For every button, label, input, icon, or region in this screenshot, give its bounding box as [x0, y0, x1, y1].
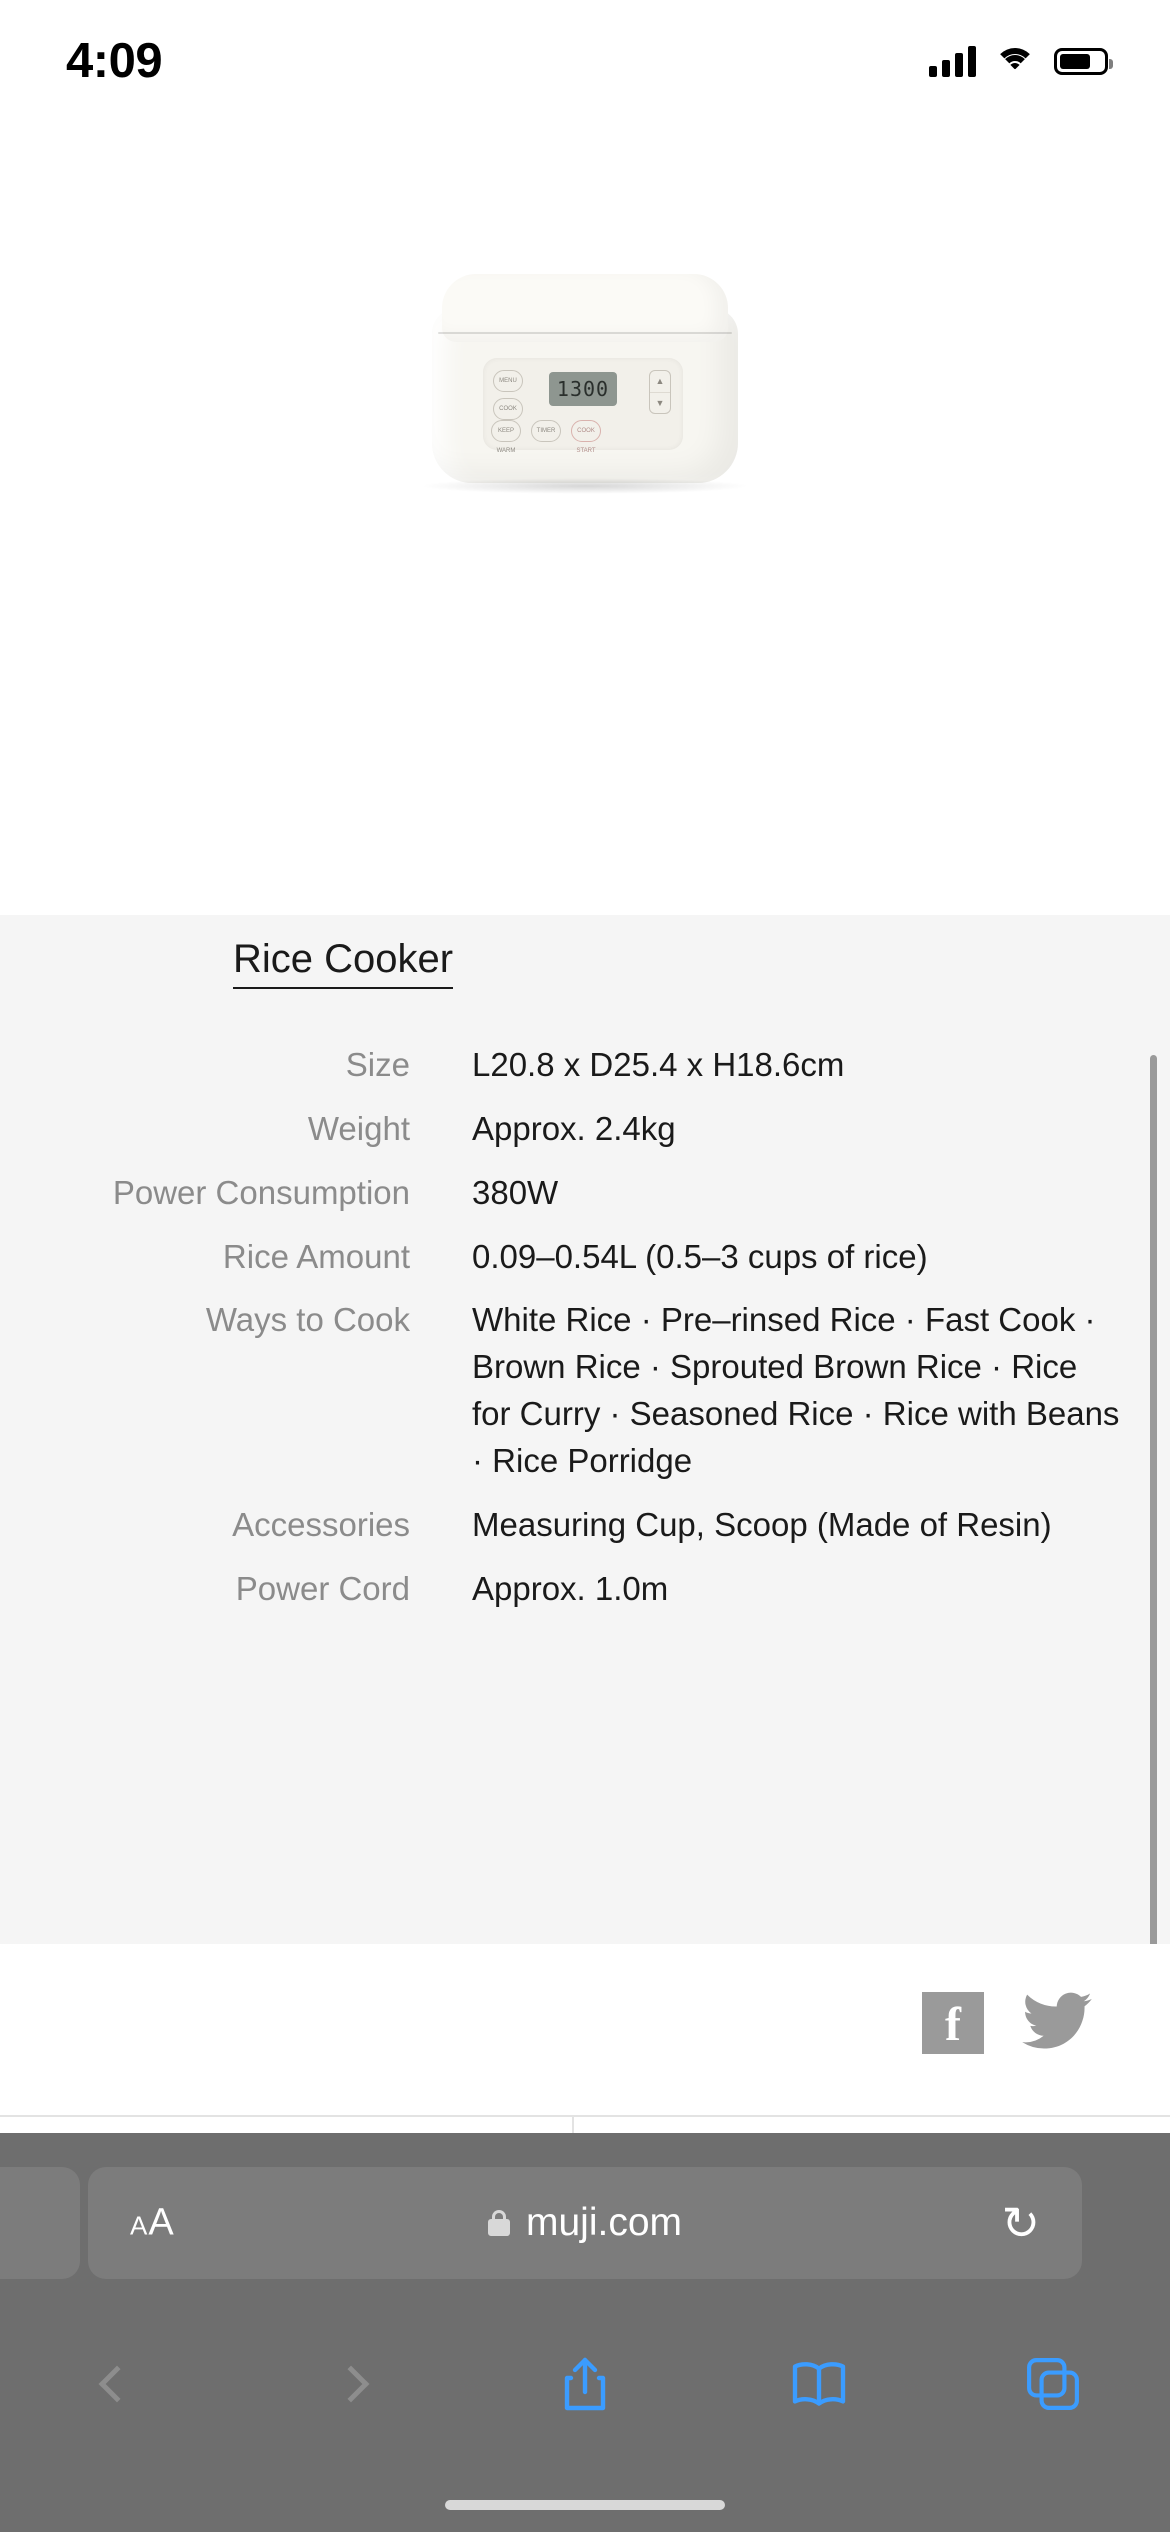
page-divider	[0, 2115, 1170, 2133]
url-display[interactable]	[488, 2201, 682, 2245]
reload-button[interactable]: ↻	[1001, 2197, 1040, 2249]
spec-label: Accessories	[232, 1505, 410, 1543]
social-icons	[922, 1992, 1092, 2054]
lock-icon	[488, 2210, 510, 2236]
spec-label: Power Consumption	[112, 1173, 410, 1211]
adjacent-tab[interactable]	[0, 2167, 80, 2279]
rice-cooker-photo	[420, 260, 750, 500]
cooker-button-menu: MENU	[493, 370, 523, 392]
spec-value: 380W	[472, 1173, 559, 1211]
text-size-button[interactable]	[130, 2202, 175, 2245]
cooker-button-keep-warm: KEEP WARM	[491, 420, 521, 442]
page-title: Rice Cooker	[233, 937, 453, 989]
address-bar[interactable]	[88, 2167, 1082, 2279]
cooker-button-timer: TIMER	[531, 420, 561, 442]
spec-value: L20.8 x D25.4 x H18.6cm	[472, 1046, 845, 1083]
wifi-icon	[994, 46, 1036, 77]
spec-label: Power Cord	[235, 1569, 410, 1607]
spec-value: Measuring Cup, Scoop (Made of Resin)	[472, 1505, 1052, 1543]
cooker-button-cook-start: COOK START	[571, 420, 601, 442]
cooker-control-panel	[483, 358, 683, 454]
forward-button[interactable]	[234, 2371, 468, 2397]
share-button[interactable]	[468, 2355, 702, 2413]
browser-toolbar	[0, 2329, 1170, 2439]
status-bar	[0, 0, 1170, 100]
table-row	[0, 1502, 1130, 1549]
spec-value: White Rice · Pre–rinsed Rice · Fast Cook · Brown Rice · Sprouted Brown Rice · Rice for Curry · Seasoned Rice · Rice with Beans · Rice Porridge	[472, 1301, 1120, 1480]
tab-strip	[0, 2167, 1170, 2279]
cooker-arrow-up-icon: ▲	[650, 371, 670, 393]
divider-segment	[572, 2115, 574, 2133]
book-icon	[790, 2360, 848, 2408]
tabs-button[interactable]	[936, 2357, 1170, 2411]
text-size-large-a: A	[148, 2201, 175, 2244]
spec-value: Approx. 2.4kg	[472, 1109, 676, 1147]
status-time: 4:09	[66, 34, 163, 88]
spec-label: Ways to Cook	[205, 1301, 410, 1339]
facebook-icon[interactable]: f	[922, 1992, 984, 2054]
text-size-small-a: A	[130, 2210, 149, 2241]
cooker-lcd-display: 1300	[549, 372, 617, 406]
specification-table	[0, 1042, 1170, 1630]
bookmarks-button[interactable]	[702, 2360, 936, 2408]
home-indicator[interactable]	[445, 2500, 725, 2510]
product-image-area	[0, 100, 1170, 915]
spec-label: Weight	[307, 1109, 410, 1147]
cooker-seam	[438, 332, 732, 334]
back-button[interactable]	[0, 2371, 234, 2397]
twitter-bird-icon[interactable]	[1022, 1992, 1092, 2054]
safari-bottom-bar	[0, 2133, 1170, 2532]
chevron-left-icon	[99, 2366, 136, 2403]
table-row	[0, 1042, 1130, 1089]
product-shadow	[420, 478, 750, 494]
spec-value: 0.09–0.54L (0.5–3 cups of rice)	[472, 1237, 928, 1275]
cooker-arrow-down-icon: ▼	[655, 397, 665, 408]
tabs-icon	[1025, 2357, 1081, 2411]
url-text: muji.com	[525, 2201, 683, 2244]
table-row	[0, 1106, 1130, 1153]
table-row	[0, 1234, 1130, 1281]
signal-bars-icon	[929, 45, 976, 77]
table-row	[0, 1297, 1130, 1484]
spec-label: Rice Amount	[222, 1237, 410, 1275]
table-row	[0, 1566, 1130, 1613]
table-row	[0, 1170, 1130, 1217]
chevron-right-icon	[333, 2366, 370, 2403]
specification-panel	[0, 915, 1170, 1944]
status-indicators	[929, 45, 1108, 77]
vertical-scrollbar[interactable]	[1150, 1055, 1157, 2015]
spec-label: Size	[345, 1046, 410, 1083]
spec-value: Approx. 1.0m	[472, 1569, 669, 1607]
cooker-button-cook: COOK	[493, 398, 523, 420]
battery-icon	[1054, 48, 1108, 75]
social-share-area	[0, 1944, 1170, 2117]
share-icon	[561, 2355, 609, 2413]
cooker-arrow-buttons	[649, 370, 671, 414]
